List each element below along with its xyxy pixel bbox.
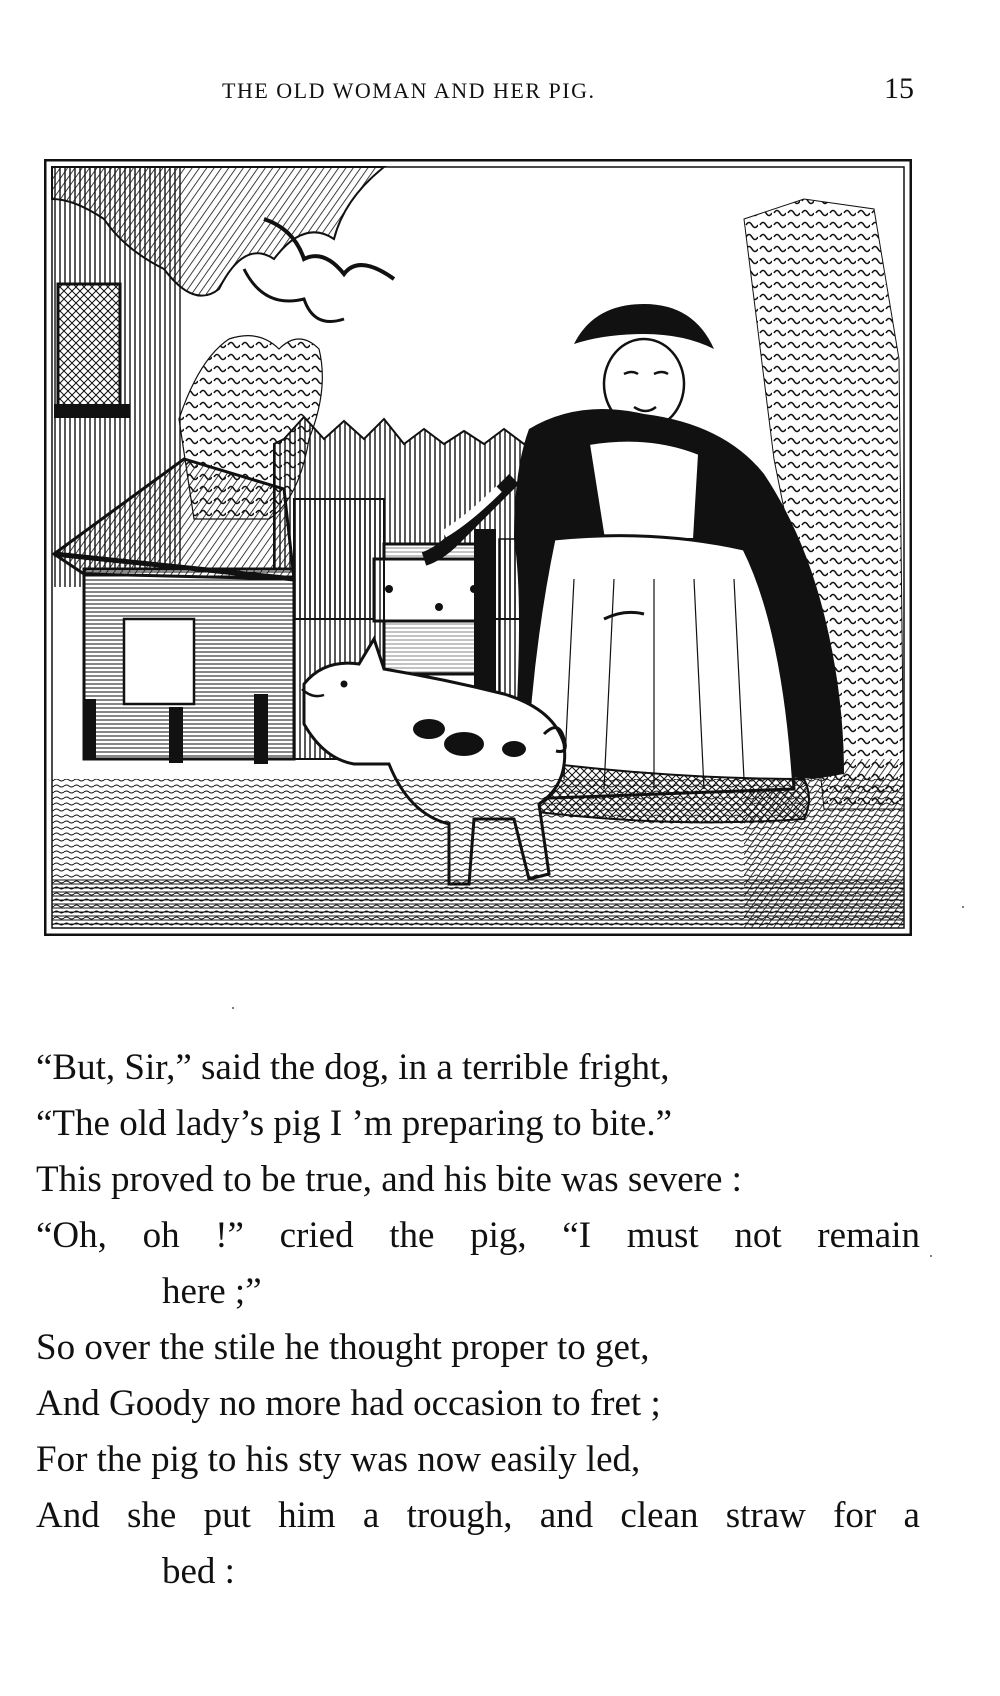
scan-speck bbox=[962, 906, 964, 908]
verse-word: the bbox=[389, 1215, 435, 1256]
verse-word: she bbox=[126, 1495, 177, 1536]
verse-line: This proved to be true, and his bite was severe : bbox=[36, 1159, 742, 1200]
ground bbox=[52, 779, 904, 928]
verse-line: “The old lady’s pig I ’m preparing to bite.” bbox=[36, 1103, 673, 1144]
running-head bbox=[0, 72, 1000, 108]
verse-word: remain bbox=[817, 1215, 920, 1256]
verse-word: cried bbox=[279, 1215, 354, 1256]
verse-word: clean bbox=[620, 1495, 699, 1536]
verse-line bbox=[36, 1488, 920, 1544]
verse-line: For the pig to his sty was now easily led, bbox=[36, 1439, 641, 1480]
verse-line: So over the stile he thought proper to get, bbox=[36, 1327, 650, 1368]
verse-line: “But, Sir,” said the dog, in a terrible fright, bbox=[36, 1047, 670, 1088]
verse-word: pig, bbox=[470, 1215, 527, 1256]
verse-word: put bbox=[203, 1495, 251, 1536]
scan-speck bbox=[930, 1255, 932, 1257]
verse-line-runover: here ;” bbox=[162, 1271, 262, 1312]
verse-word: !” bbox=[215, 1215, 244, 1256]
verse-word: him bbox=[278, 1495, 336, 1536]
running-title: THE OLD WOMAN AND HER PIG. bbox=[222, 78, 596, 103]
verse-word: and bbox=[539, 1495, 594, 1536]
verse-stanza bbox=[36, 1040, 936, 1600]
page-number: 15 bbox=[884, 72, 914, 105]
verse-word: straw bbox=[725, 1495, 806, 1536]
verse-line bbox=[36, 1208, 920, 1264]
engraving-illustration bbox=[44, 159, 912, 936]
verse-word: a bbox=[903, 1495, 920, 1536]
verse-word: for bbox=[833, 1495, 877, 1536]
verse-line-runover: bed : bbox=[162, 1551, 235, 1592]
verse-word: trough, bbox=[406, 1495, 513, 1536]
illustration-plate bbox=[44, 159, 912, 936]
verse-word: not bbox=[734, 1215, 782, 1256]
scan-speck bbox=[232, 1007, 234, 1009]
verse-line: And Goody no more had occasion to fret ; bbox=[36, 1383, 661, 1424]
verse-word: “Oh, bbox=[36, 1215, 107, 1256]
verse-word: must bbox=[626, 1215, 699, 1256]
verse-word: “I bbox=[562, 1215, 592, 1256]
verse-word: And bbox=[36, 1495, 100, 1536]
verse-word: oh bbox=[142, 1215, 180, 1256]
verse-word: a bbox=[362, 1495, 380, 1536]
